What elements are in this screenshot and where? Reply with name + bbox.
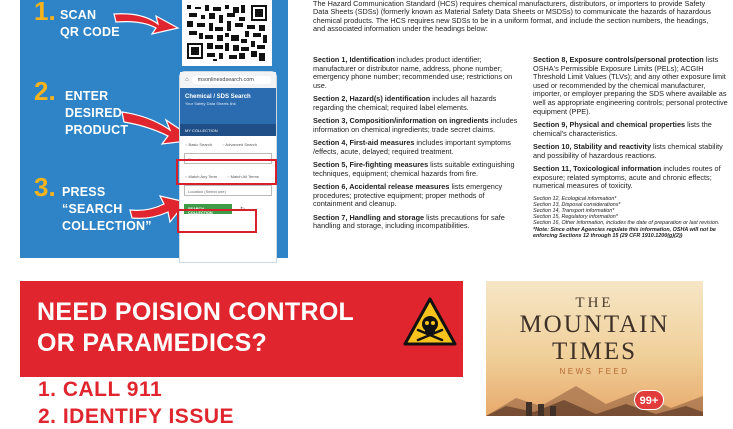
- match-all-radio[interactable]: ○ Match All Terms: [227, 174, 259, 179]
- ad-news-feed-text: NEWS FEED: [559, 367, 630, 376]
- basic-search-radio[interactable]: ○ Basic Search: [185, 142, 212, 147]
- search-mode-row: [180, 136, 276, 149]
- browser-url-bar: [180, 72, 276, 88]
- mountain-times-ad[interactable]: [486, 281, 703, 416]
- step-1-text: SCAN QR CODE: [60, 8, 120, 39]
- search-input[interactable]: Search: [184, 153, 272, 164]
- sds-note-line-2: enforcing Sections 12 through 15 (29 CFR 1910.1200(g)(2)): [533, 232, 683, 239]
- poison-control-title: NEED POISION CONTROL OR PARAMEDICS?: [37, 298, 355, 357]
- reset-icon: ↻: [240, 206, 246, 213]
- action-call-911: 1. CALL 911: [38, 378, 163, 401]
- sds-section-8: Section 8, Exposure controls/personal protection lists OSHA's Permissible Exposure Limits (PELs); ACGIH Threshold Limit Values (TLVs); and any other exposure limit used or recommended by the chemical manufacturer, importer, or employer preparing the SDS where available as well as appropriate engineering controls; personal protective equipment (PPE).: [533, 55, 728, 116]
- mountain-silhouette-icon: [486, 376, 703, 416]
- poison-control-banner: [20, 281, 463, 377]
- advanced-search-radio[interactable]: ○ Advanced Search: [222, 142, 257, 147]
- sds-section-15: Section 15, Regulatory information*: [533, 214, 618, 221]
- action-identify-issue: 2. IDENTIFY ISSUE: [38, 405, 234, 428]
- sds-section-5: Section 5, Fire-fighting measures lists suitable extinguishing techniques, equipment; chemical hazards from fire.: [313, 160, 515, 178]
- sds-section-9: Section 9, Physical and chemical properties lists the chemical's characteristics.: [533, 119, 712, 138]
- step-1-number: 1.: [34, 0, 56, 26]
- step-2-number: 2.: [34, 76, 56, 106]
- sds-intro-text: The Hazard Communication Standard (HCS) requires chemical manufacturers, distributors, or importers to provide Safety Data Sheets (SDSs) (formerly known as Material Safety Data Sheets or MSDSs) to communicate the hazards of hazardous chemical products. The HCS requires new SDSs to be in a uniform format, and include the section numbers, the headings, and associated information under the headings below:: [313, 0, 711, 34]
- button-highlight-box: [177, 209, 257, 233]
- sds-section-4: Section 4, First-aid measures includes important symptoms /effects, acute, delayed; required treatment.: [313, 138, 511, 156]
- sds-section-1: Section 1, Identification includes product identifier; manufacturer or distributor name, address, phone number; emergency phone number; recommended use; restrictions on use.: [313, 55, 513, 90]
- url-text: msonlinesdsearch.com: [192, 76, 271, 84]
- sds-section-3: Section 3, Composition/information on ingredients includes information on chemical ingredients; trade secret claims.: [313, 116, 518, 134]
- ad-mountain-text: MOUNTAIN: [519, 311, 670, 338]
- instruction-panel: [20, 0, 288, 258]
- step-3-text: PRESS “SEARCH COLLECTION”: [62, 185, 152, 233]
- sds-section-7: Section 7, Handling and storage lists precautions for safe handling and storage, including incompatibilities.: [313, 212, 505, 231]
- collection-bar: MY COLLECTION: [180, 124, 276, 136]
- sds-section-12: Section 12, Ecological information*: [533, 195, 617, 202]
- sds-section-2: Section 2, Hazard(s) identification includes all hazards regarding the chemical; required label elements.: [313, 94, 497, 112]
- toxic-warning-icon: [403, 297, 457, 347]
- sds-note-line-1: *Note: Since other Agencies regulate this information, OSHA will not be: [533, 226, 716, 233]
- app-header: [180, 88, 276, 124]
- sds-section-6: Section 6, Accidental release measures lists emergency procedures; protective equipment; proper methods of containment and cleanup.: [313, 182, 503, 209]
- sds-section-13: Section 13, Disposal considerations*: [533, 201, 621, 208]
- app-title: Chemical / SDS Search: [185, 94, 251, 100]
- location-select[interactable]: Location (Select one): [184, 185, 272, 196]
- qr-code[interactable]: [182, 0, 272, 66]
- ad-times-text: TIMES: [552, 338, 637, 365]
- sds-sections-left: [313, 56, 520, 236]
- match-any-radio[interactable]: ○ Match Any Term: [185, 174, 217, 179]
- sds-section-11: Section 11, Toxicological information includes routes of exposure; related symptoms, acute and chronic effects; numerical measures of toxicity.: [533, 163, 721, 191]
- ad-the-text: THE: [575, 295, 614, 311]
- arrow-right-icon: [112, 8, 182, 38]
- sds-section-14: Section 14, Transport information*: [533, 207, 615, 214]
- app-subtitle: Your Safety Data Sheets link: [185, 101, 236, 106]
- sds-section-16: Section 16, Other information, includes the date of preparation or last revision.: [533, 220, 720, 227]
- search-collection-button[interactable]: SEARCH COLLECTION: [184, 204, 232, 214]
- qr-code-icon: [185, 3, 269, 63]
- home-icon: ⌂: [185, 77, 189, 83]
- step-3-number: 3.: [34, 172, 56, 202]
- step-2-text: ENTER DESIRED PRODUCT: [65, 89, 129, 137]
- notification-badge: 99+: [634, 390, 664, 410]
- sds-sections-right: [533, 56, 733, 239]
- input-highlight-box: [176, 159, 277, 185]
- sds-section-10: Section 10, Stability and reactivity lists chemical stability and possibility of hazardous reactions.: [533, 141, 723, 160]
